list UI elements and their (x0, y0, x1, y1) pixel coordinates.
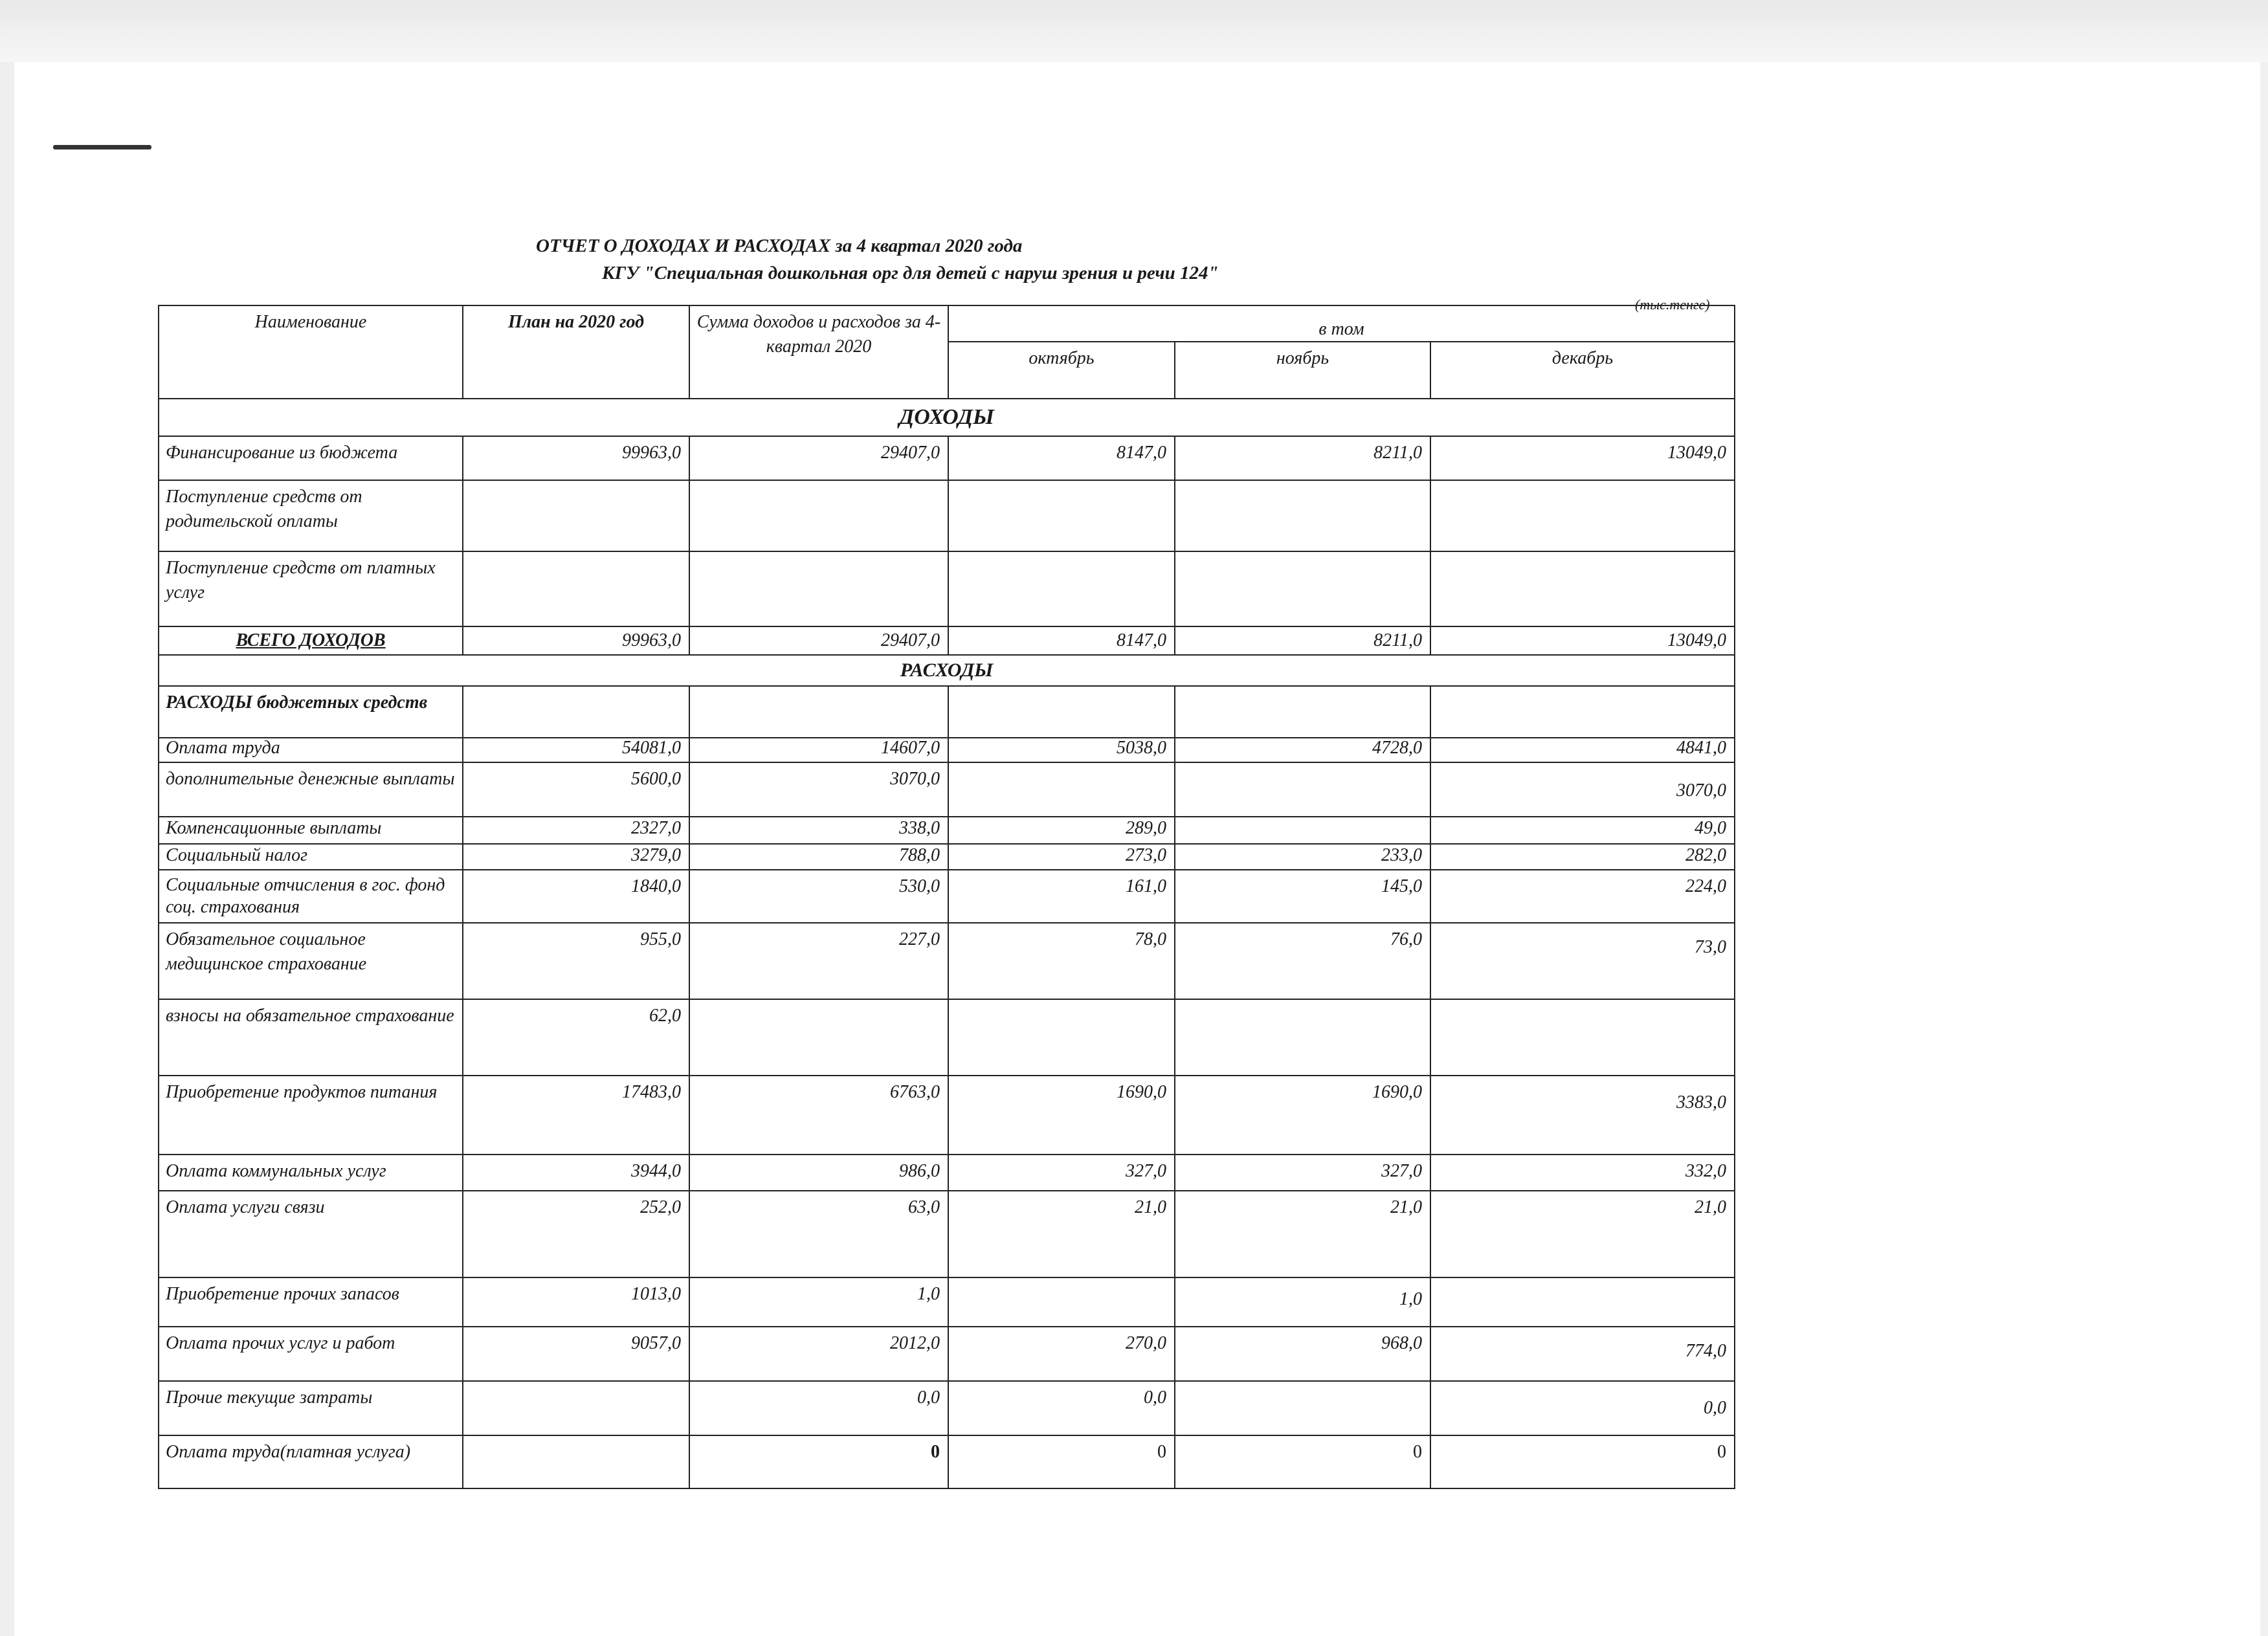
cell-nov: 8211,0 (1175, 626, 1430, 655)
staple-mark (53, 145, 151, 149)
row-name: дополнительные денежные выплаты (159, 762, 463, 817)
col-header-dec: декабрь (1430, 342, 1735, 399)
cell-oct (948, 480, 1175, 551)
cell-nov: 1,0 (1175, 1277, 1430, 1327)
row-name: Оплата труда (159, 738, 463, 762)
cell-oct: 78,0 (948, 923, 1175, 999)
table-row (159, 551, 1735, 626)
cell-plan: 99963,0 (463, 436, 689, 480)
cell-plan: 99963,0 (463, 626, 689, 655)
cell-plan (463, 551, 689, 626)
cell-dec: 3383,0 (1430, 1076, 1735, 1155)
cell-dec (1430, 480, 1735, 551)
organization-name: КГУ "Специальная дошкольная орг для детей с наруш зрения и речи 124" (602, 263, 1219, 283)
cell-plan (463, 1435, 689, 1488)
cell-sum: 6763,0 (689, 1076, 948, 1155)
cell-sum: 530,0 (689, 870, 948, 923)
cell-plan: 955,0 (463, 923, 689, 999)
cell-plan: 252,0 (463, 1191, 689, 1277)
cell-dec: 774,0 (1430, 1327, 1735, 1381)
cell-sum: 0 (689, 1435, 948, 1488)
cell-nov: 8211,0 (1175, 436, 1430, 480)
table-row (159, 844, 1735, 870)
row-name: Приобретение продуктов питания (159, 1076, 463, 1155)
cell-plan: 2327,0 (463, 817, 689, 844)
cell-dec: 282,0 (1430, 844, 1735, 870)
cell-plan: 1840,0 (463, 870, 689, 923)
table-row (159, 436, 1735, 480)
col-header-sum: Сумма доходов и расходов за 4- квартал 2020 (689, 305, 948, 399)
table-row (159, 870, 1735, 923)
scan-top-edge (0, 0, 2268, 62)
col-header-oct: октябрь (948, 342, 1175, 399)
income-section-title: ДОХОДЫ (159, 399, 1735, 436)
cell-oct (948, 551, 1175, 626)
cell-oct: 1690,0 (948, 1076, 1175, 1155)
cell-sum: 2012,0 (689, 1327, 948, 1381)
total-income-row (159, 626, 1735, 655)
cell-sum: 338,0 (689, 817, 948, 844)
table-row (159, 1381, 1735, 1435)
row-name: Обязательное социальное медицинское страхование (159, 923, 463, 999)
cell-dec: 224,0 (1430, 870, 1735, 923)
row-name: Социальные отчисления в гос. фонд соц. страхования (159, 870, 463, 923)
table-row (159, 1155, 1735, 1191)
col-header-nov: ноябрь (1175, 342, 1430, 399)
cell-oct: 289,0 (948, 817, 1175, 844)
cell-sum (689, 480, 948, 551)
expense-header-row: РАСХОДЫ бюджетных средств (159, 686, 463, 738)
row-name: Финансирование из бюджета (159, 436, 463, 480)
table-row (159, 738, 1735, 762)
cell-plan: 3279,0 (463, 844, 689, 870)
cell-oct: 8147,0 (948, 436, 1175, 480)
row-name: Оплата услуги связи (159, 1191, 463, 1277)
cell-nov: 1690,0 (1175, 1076, 1430, 1155)
cell-nov: 145,0 (1175, 870, 1430, 923)
cell-sum: 227,0 (689, 923, 948, 999)
cell-oct (948, 1277, 1175, 1327)
table-row (159, 1435, 1735, 1488)
row-name: Прочие текущие затраты (159, 1381, 463, 1435)
cell-sum (689, 999, 948, 1076)
table-row (159, 1327, 1735, 1381)
row-name: Социальный налог (159, 844, 463, 870)
cell-sum: 1,0 (689, 1277, 948, 1327)
cell-sum (689, 551, 948, 626)
cell-plan: 1013,0 (463, 1277, 689, 1327)
table-row (159, 1191, 1735, 1277)
cell-oct: 270,0 (948, 1327, 1175, 1381)
cell-nov (1175, 817, 1430, 844)
row-name: Оплата прочих услуг и работ (159, 1327, 463, 1381)
row-name: Поступление средств от родительской оплаты (159, 480, 463, 551)
table-row (159, 817, 1735, 844)
cell-dec: 21,0 (1430, 1191, 1735, 1277)
cell-oct (948, 999, 1175, 1076)
cell-plan (463, 1381, 689, 1435)
cell-nov: 968,0 (1175, 1327, 1430, 1381)
table-row (159, 1277, 1735, 1327)
row-name: Поступление средств от платных услуг (159, 551, 463, 626)
cell-dec (1430, 551, 1735, 626)
cell-sum: 63,0 (689, 1191, 948, 1277)
cell-sum: 788,0 (689, 844, 948, 870)
row-name: Компенсационные выплаты (159, 817, 463, 844)
cell-plan: 62,0 (463, 999, 689, 1076)
cell-dec: 0,0 (1430, 1381, 1735, 1435)
cell-oct (948, 762, 1175, 817)
cell-oct: 5038,0 (948, 738, 1175, 762)
cell-nov: 0 (1175, 1435, 1430, 1488)
row-name: Оплата труда(платная услуга) (159, 1435, 463, 1488)
cell-nov (1175, 999, 1430, 1076)
row-name: Оплата коммунальных услуг (159, 1155, 463, 1191)
cell-plan: 3944,0 (463, 1155, 689, 1191)
cell-dec: 13049,0 (1430, 436, 1735, 480)
cell-plan: 5600,0 (463, 762, 689, 817)
col-header-plan: План на 2020 год (463, 305, 689, 399)
cell-nov (1175, 1381, 1430, 1435)
cell-oct: 0 (948, 1435, 1175, 1488)
cell-sum: 14607,0 (689, 738, 948, 762)
cell-dec: 49,0 (1430, 817, 1735, 844)
table-row (159, 1076, 1735, 1155)
cell-nov: 76,0 (1175, 923, 1430, 999)
cell-dec: 0 (1430, 1435, 1735, 1488)
cell-sum: 29407,0 (689, 626, 948, 655)
cell-nov: 21,0 (1175, 1191, 1430, 1277)
cell-oct: 21,0 (948, 1191, 1175, 1277)
cell-sum: 986,0 (689, 1155, 948, 1191)
scan-left-edge (0, 62, 14, 1636)
cell-nov: 327,0 (1175, 1155, 1430, 1191)
cell-dec: 13049,0 (1430, 626, 1735, 655)
report-table (158, 305, 1735, 1489)
units-label: (тыс.тенге) (1635, 296, 1710, 313)
row-name: взносы на обязательное страхование (159, 999, 463, 1076)
cell-oct: 273,0 (948, 844, 1175, 870)
row-name: Приобретение прочих запасов (159, 1277, 463, 1327)
cell-dec: 332,0 (1430, 1155, 1735, 1191)
cell-dec (1430, 1277, 1735, 1327)
cell-sum: 29407,0 (689, 436, 948, 480)
table-row (159, 480, 1735, 551)
cell-oct: 161,0 (948, 870, 1175, 923)
cell-nov: 4728,0 (1175, 738, 1430, 762)
total-income-label: ВСЕГО ДОХОДОВ (159, 626, 463, 655)
scan-right-edge (2260, 62, 2268, 1636)
cell-nov (1175, 480, 1430, 551)
cell-oct: 8147,0 (948, 626, 1175, 655)
cell-plan (463, 480, 689, 551)
expense-section-title: РАСХОДЫ (159, 655, 1735, 686)
cell-sum: 0,0 (689, 1381, 948, 1435)
cell-dec: 4841,0 (1430, 738, 1735, 762)
report-title: ОТЧЕТ О ДОХОДАХ И РАСХОДАХ за 4 квартал 2020 года (536, 236, 1023, 256)
cell-plan: 54081,0 (463, 738, 689, 762)
table-row (159, 999, 1735, 1076)
cell-oct: 0,0 (948, 1381, 1175, 1435)
cell-dec (1430, 999, 1735, 1076)
cell-oct: 327,0 (948, 1155, 1175, 1191)
table-row (159, 762, 1735, 817)
col-header-name: Наименование (159, 305, 463, 399)
cell-plan: 9057,0 (463, 1327, 689, 1381)
cell-plan: 17483,0 (463, 1076, 689, 1155)
col-header-in-that: в том (948, 305, 1735, 342)
cell-sum: 3070,0 (689, 762, 948, 817)
cell-dec: 3070,0 (1430, 762, 1735, 817)
cell-nov (1175, 762, 1430, 817)
table-row (159, 923, 1735, 999)
cell-nov (1175, 551, 1430, 626)
cell-nov: 233,0 (1175, 844, 1430, 870)
cell-dec: 73,0 (1430, 923, 1735, 999)
